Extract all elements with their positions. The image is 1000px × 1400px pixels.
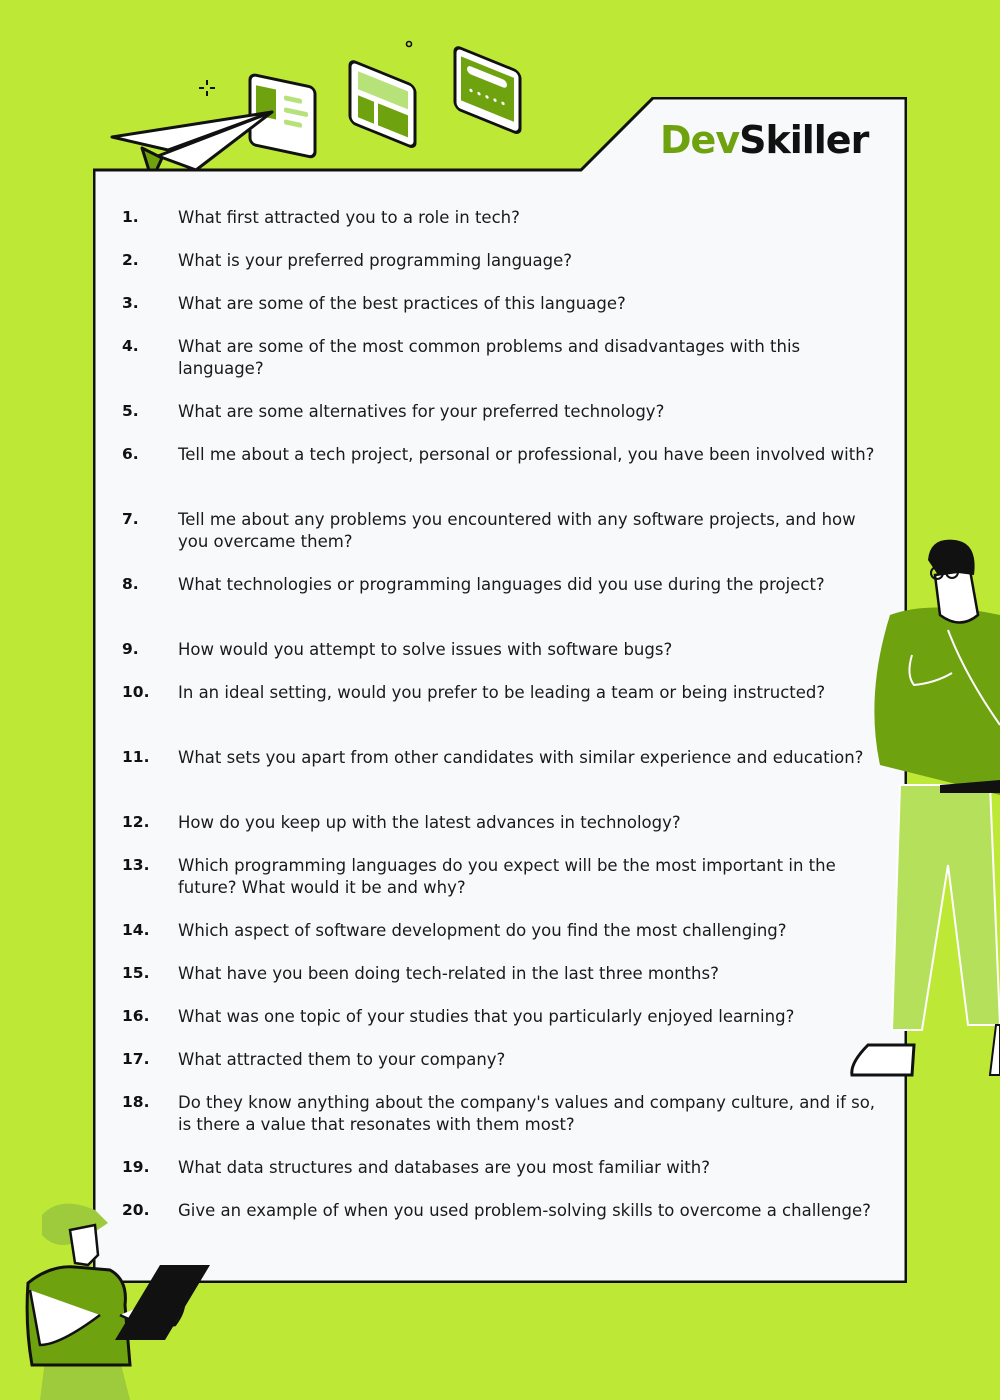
question-text: What technologies or programming languages did you use during the project? — [178, 575, 825, 594]
logo-skiller: Skiller — [739, 118, 869, 162]
question-number: 12. — [122, 813, 150, 831]
question-text: Which programming languages do you expect will be the most important in the future? What would it be and why? — [178, 856, 836, 897]
question-number: 7. — [122, 510, 139, 528]
question-text: What attracted them to your company? — [178, 1050, 506, 1069]
question-text: What sets you apart from other candidates with similar experience and education? — [178, 748, 864, 767]
question-text: What first attracted you to a role in tech? — [178, 208, 520, 227]
question-number: 20. — [122, 1201, 150, 1219]
question-number: 10. — [122, 683, 150, 701]
woman-with-tablet-illustration — [0, 1195, 260, 1400]
logo-dev: Dev — [660, 118, 740, 162]
question-number: 6. — [122, 445, 139, 463]
question-number: 3. — [122, 294, 139, 312]
devskiller-logo — [660, 118, 868, 162]
thinking-man-illustration — [840, 535, 1000, 1085]
question-text: In an ideal setting, would you prefer to be leading a team or being instructed? — [178, 683, 826, 702]
question-text: What is your preferred programming language? — [178, 251, 573, 270]
question-number: 18. — [122, 1093, 150, 1111]
sparkle-icon — [199, 80, 215, 96]
question-number: 8. — [122, 575, 139, 593]
question-number: 15. — [122, 964, 150, 982]
question-text: Which aspect of software development do you find the most challenging? — [178, 921, 787, 940]
question-number: 1. — [122, 208, 139, 226]
question-text: What are some of the best practices of this language? — [178, 294, 626, 313]
question-text: Give an example of when you used problem-solving skills to overcome a challenge? — [178, 1201, 871, 1220]
question-text: What are some of the most common problems and disadvantages with this language? — [178, 337, 801, 378]
question-text: How would you attempt to solve issues with software bugs? — [178, 640, 673, 659]
question-text: Do they know anything about the company's values and company culture, and if so, is there a value that resonates with them most? — [178, 1093, 876, 1134]
question-text: What are some alternatives for your preferred technology? — [178, 402, 665, 421]
question-text: What data structures and databases are you most familiar with? — [178, 1158, 710, 1177]
question-number: 5. — [122, 402, 139, 420]
question-text: Tell me about any problems you encountered with any software projects, and how you overcame them? — [178, 510, 856, 551]
question-number: 19. — [122, 1158, 150, 1176]
question-text: How do you keep up with the latest advances in technology? — [178, 813, 681, 832]
question-number: 13. — [122, 856, 150, 874]
question-number: 2. — [122, 251, 139, 269]
question-number: 11. — [122, 748, 150, 766]
question-number: 16. — [122, 1007, 150, 1025]
question-text: What was one topic of your studies that you particularly enjoyed learning? — [178, 1007, 795, 1026]
question-number: 4. — [122, 337, 139, 355]
question-number: 14. — [122, 921, 150, 939]
question-text: Tell me about a tech project, personal or professional, you have been involved with? — [178, 445, 875, 464]
question-text: What have you been doing tech-related in the last three months? — [178, 964, 719, 983]
question-number: 17. — [122, 1050, 150, 1068]
question-number: 9. — [122, 640, 139, 658]
